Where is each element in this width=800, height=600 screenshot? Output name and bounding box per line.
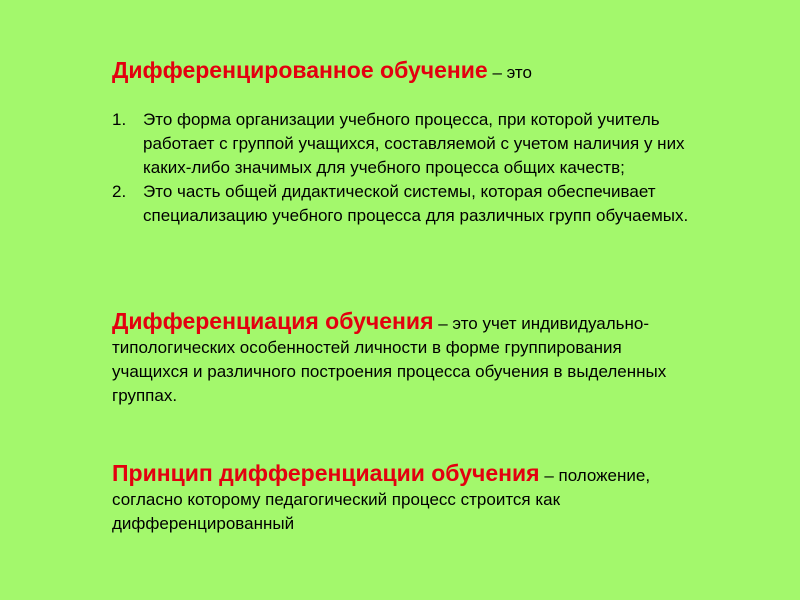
list-item-number: 2. — [112, 182, 127, 201]
list-item — [112, 180, 692, 228]
definition-text: – это учет индивидуально-типологических особенностей личности в форме группирования учащихся и различного построения процесса обучения в выделенных группах. — [112, 314, 667, 405]
term-differentiation: Дифференциация обучения — [112, 308, 434, 334]
definition-block-differentiation — [112, 307, 672, 408]
definition-block-principle — [112, 459, 672, 536]
definition-list — [112, 108, 692, 228]
list-item-text: Это часть общей дидактической системы, которая обеспечивает специализацию учебного процесса для различных групп обучаемых. — [143, 182, 689, 225]
term-differentiated-learning: Дифференцированное обучение — [112, 57, 488, 83]
definition-text: – положение, согласно которому педагогический процесс строится как дифференцированный — [112, 466, 651, 533]
definition-block-differentiated-learning — [112, 56, 712, 88]
list-item — [112, 108, 692, 180]
heading-tail: – это — [487, 63, 532, 82]
term-principle: Принцип дифференциации обучения — [112, 460, 540, 486]
list-item-text: Это форма организации учебного процесса, при которой учитель работает с группой учащихся, составляемой с учетом наличия у них каких-либо значимых для учебного процесса общих качеств; — [143, 110, 685, 177]
definition-heading — [112, 56, 712, 88]
list-item-number: 1. — [112, 110, 127, 129]
